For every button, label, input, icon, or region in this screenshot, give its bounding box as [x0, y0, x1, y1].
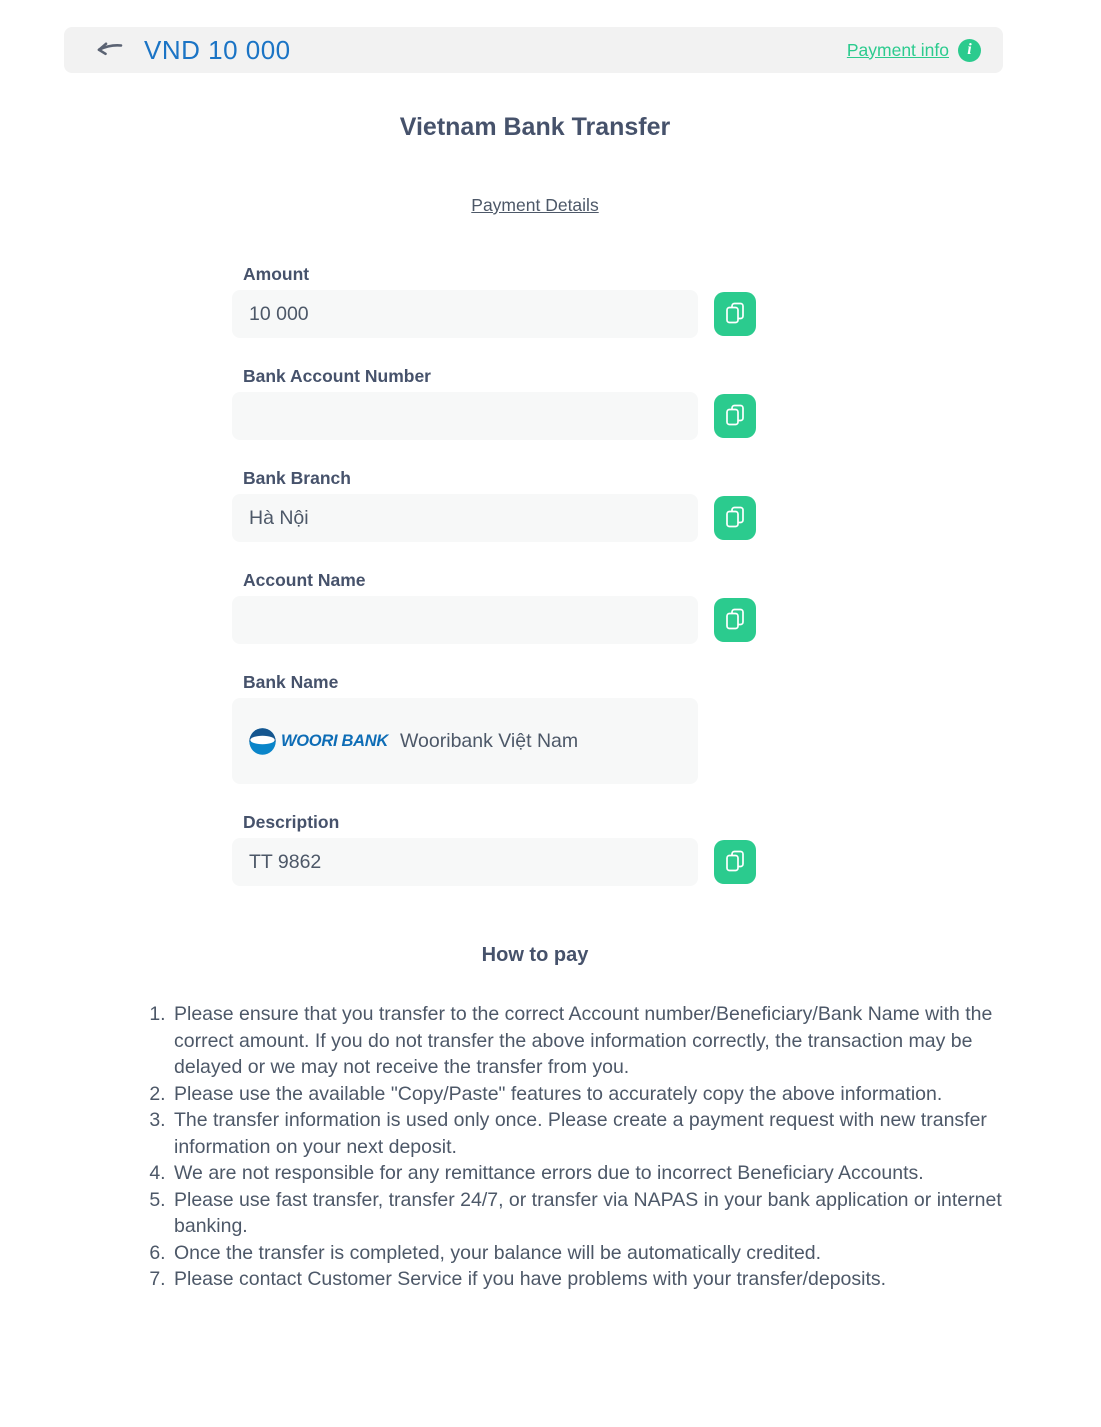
amount-label: Amount: [243, 264, 310, 284]
field-amount: [232, 264, 772, 338]
copy-icon: [722, 402, 748, 431]
bank-account-number-value-box: [232, 392, 698, 440]
copy-bank-account-number-button[interactable]: [714, 394, 756, 438]
back-button[interactable]: [94, 38, 126, 62]
info-icon[interactable]: i: [958, 39, 981, 62]
bank-name-label: Bank Name: [243, 672, 339, 692]
field-account-name: [232, 570, 772, 644]
account-name-label: Account Name: [243, 570, 366, 590]
copy-icon: [722, 504, 748, 533]
account-name-value-box: [232, 596, 698, 644]
copy-account-name-button[interactable]: [714, 598, 756, 642]
amount-value: 10 000: [249, 302, 309, 325]
bank-branch-value: Hà Nội: [249, 506, 309, 529]
description-label: Description: [243, 812, 340, 832]
payment-details-form: [232, 264, 772, 886]
copy-bank-branch-button[interactable]: [714, 496, 756, 540]
woori-bank-logo: [249, 728, 388, 755]
payment-info-link[interactable]: Payment info: [846, 39, 949, 60]
page-heading: Vietnam Bank Transfer: [399, 113, 671, 141]
amount-value-box: [232, 290, 698, 338]
woori-wordmark: WOORI BANK: [281, 731, 388, 750]
copy-amount-button[interactable]: [714, 292, 756, 336]
page: [0, 27, 1101, 1293]
howto-heading: How to pay: [481, 944, 589, 966]
page-title: VND 10 000: [144, 34, 291, 65]
copy-icon: [722, 606, 748, 635]
howto-list: [145, 1001, 1003, 1293]
bank-name-value-box: [232, 698, 698, 784]
copy-icon: [722, 848, 748, 877]
howto-item: 2. Please use the available "Copy/Paste" features to accurately copy the above information.: [171, 1081, 1003, 1108]
howto-item: 7. Please contact Customer Service if you have problems with your transfer/deposits.: [171, 1266, 1003, 1293]
howto-item: 6. Once the transfer is completed, your balance will be automatically credited.: [171, 1240, 1003, 1267]
copy-description-button[interactable]: [714, 840, 756, 884]
details-link-wrap: [0, 195, 1070, 216]
howto-item: 3. The transfer information is used only once. Please create a payment request with new transfer information on your next deposit.: [171, 1107, 1003, 1160]
bank-branch-value-box: [232, 494, 698, 542]
description-value: TT 9862: [249, 850, 322, 873]
bank-name-value: Wooribank Việt Nam: [400, 729, 579, 752]
field-bank-name: [232, 672, 772, 784]
top-bar: [64, 27, 1003, 73]
field-bank-account-number: [232, 366, 772, 440]
howto-item: 1. Please ensure that you transfer to the correct Account number/Beneficiary/Bank Name with the correct amount. If you do not transfer the above information correctly, the transaction may be delayed or we may not receive the transfer from you.: [171, 1001, 1003, 1081]
howto-item: 5. Please use fast transfer, transfer 24/7, or transfer via NAPAS in your bank application or internet banking.: [171, 1187, 1003, 1240]
description-value-box: [232, 838, 698, 886]
field-description: [232, 812, 772, 886]
copy-icon: [722, 300, 748, 329]
howto-item: 4. We are not responsible for any remittance errors due to incorrect Beneficiary Accounts.: [171, 1160, 1003, 1187]
arrow-left-icon: [94, 38, 124, 63]
bank-branch-label: Bank Branch: [243, 468, 351, 488]
field-bank-branch: [232, 468, 772, 542]
bank-account-number-label: Bank Account Number: [243, 366, 431, 386]
payment-details-link[interactable]: Payment Details: [471, 195, 599, 215]
